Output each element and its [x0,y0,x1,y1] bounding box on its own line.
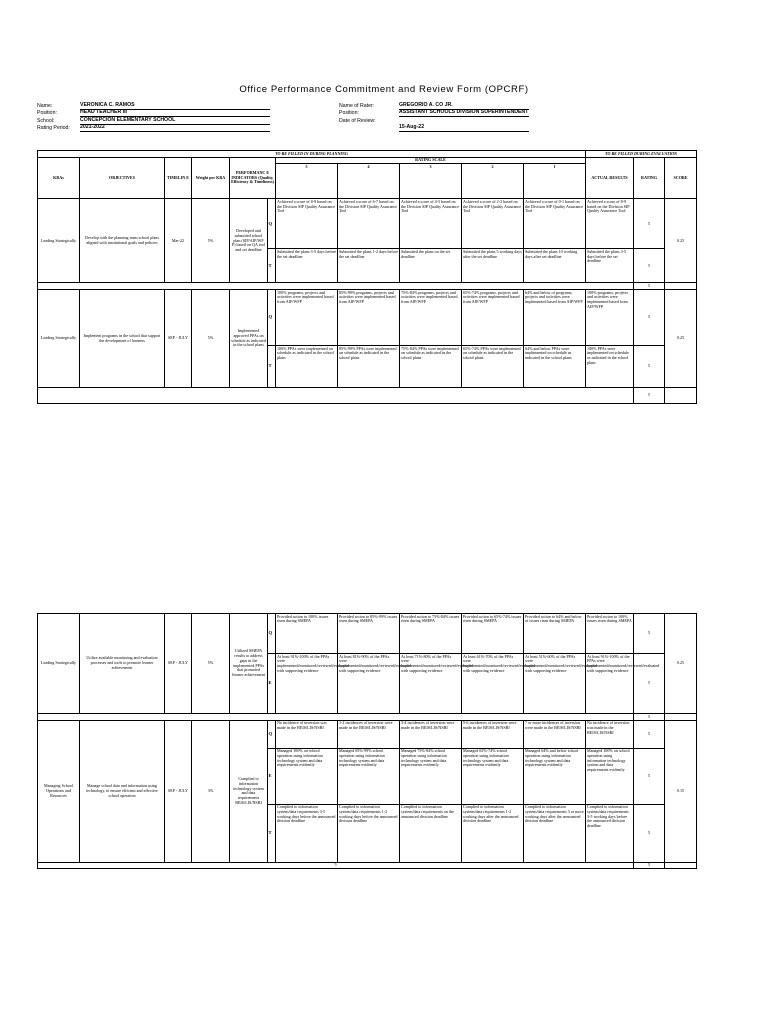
weight-cell: 5% [192,290,230,388]
scale-cell: No incidence of inversion was made in the BEIS/LIS/NSBI [276,720,338,748]
actual-result-cell: At least 91%-100% of the PPAs were implemented/monitored/reviewed/evaluated with supporting evidence [586,654,634,714]
scale-cell: Managed 75%-84% school operation using information technology system and data requirements evidently [400,748,462,804]
footer-average: 5 [38,862,634,869]
scale-cell: Submitted the plans 10 working days after set deadline [524,249,586,283]
scale-cell: Managed 100% on school operation using information technology system and data requirements evidently [276,748,338,804]
scale-cell: At least 61%-70% of the PPAs were implemented/monitored/reviewed/evaluated with supporting evidence [462,654,524,714]
scale-cell: At least 81%-90% of the PPAs were implemented/monitored/reviewed/evaluated with supporting evidence [338,654,400,714]
objective-cell: Manage school data and information using technology, to ensure efficient and effective school operation [80,720,165,862]
scale-cell: 65%-74% PPAs were implemented on schedule as indicated in the school plans [462,346,524,388]
scale-cell: Provided action to 65%-74% issues risen during SMEPA [462,614,524,654]
timeliness-marker: T [268,346,276,388]
timeliness-marker: T [268,804,276,862]
kra-cell: Leading Strategically [38,199,80,283]
name-label: Name: [37,102,53,109]
kra-cell: Managing School Operations and Resources [38,720,80,862]
actual-result-cell: Complied to information system/data requirements 3-5 working days before the announced division deadline [586,804,634,862]
score-cell: 0.25 [665,199,697,283]
scale-cell: Submitted the plans 5 working days after the set deadline [462,249,524,283]
col-score: SCORE [665,157,697,199]
col-indicators: PERFORMANC E INDICATORS (Quality, Efficiency & Timeliness) [230,157,276,199]
scale-3: 3 [400,164,462,199]
timeliness-marker: T [268,249,276,283]
score-cell: 0.15 [665,720,697,862]
scale-cell: 85%-99% programs, projects and activities were implemented based from AIP/WFP [338,290,400,346]
indicator-cell: Complied to information technology system and data requirements BEIS/LIS/NSBI [230,720,268,862]
position-label: Position: [37,110,57,117]
average-rating-cell: 5 [634,862,665,869]
employee-info [37,102,270,132]
scale-cell: 7 or more incidences of inversion were made in the BEIS/LIS/NSBI [524,720,586,748]
objective-cell: Implement programs in the school that support the development of learners [80,290,165,388]
rating-cell: 5 [634,748,665,804]
quality-marker: Q [268,290,276,346]
actual-result-cell: Achieved a score of 8-9 based on the Division SIP Quality Assurance Tool [586,199,634,249]
kra-cell: Leading Strategically [38,614,80,714]
scale-cell: 85%-99% PPAs were implemented on schedule as indicated in the school plans [338,346,400,388]
scale-cell: 5-6 incidences of inversion were made in the BEIS/LIS/NSBI [462,720,524,748]
scale-cell: 75%-84% PPAs were implemented on schedule as indicated in the school plans [400,346,462,388]
rating-cell: 5 [634,290,665,346]
quality-marker: Q [268,614,276,654]
rater-position: ASSISTANT SCHOOLS DIVISION SUPERINTENDENT [399,109,529,116]
evaluation-header: TO BE FILLED DURING EVALUATION [586,151,697,158]
empty-cell [665,862,697,869]
actual-result-cell: 100% programs, projects and activities were implemented based from AIP/WFP [586,290,634,346]
actual-result-cell: Provided action to 100% issues risen during SMEPA [586,614,634,654]
scale-cell: Complied to information system/data requirements 3-5 working days before the announced division deadline [276,804,338,862]
scale-5: 5 [276,164,338,199]
quality-marker: Q [268,720,276,748]
scale-1: 1 [524,164,586,199]
scale-cell: Achieved a score of 0-1 based on the Division SIP Quality Assurance Tool [524,199,586,249]
scale-cell: Provided action to 75%-84% issues risen during SMEPA [400,614,462,654]
efficiency-marker: E [268,654,276,714]
opcrf-table-top [37,150,697,404]
rating-cell: 5 [634,346,665,388]
actual-result-cell: Managed 100% on school operation using information technology system and data requirements evidently [586,748,634,804]
rating-cell: 5 [634,199,665,249]
actual-result-cell: No incidence of inversion was made in the BEIS/LIS/NSBI [586,720,634,748]
kra-cell: Leading Strategically [38,290,80,388]
empty-cell [665,283,697,290]
quality-marker: Q [268,199,276,249]
scale-cell: Complied to information system/data requirements 3 or more working days after the announced division deadline [524,804,586,862]
scale-cell: Achieved a score of 6-7 based on the Division SIP Quality Assurance Tool [338,199,400,249]
scale-cell: Submitted the plans 3-5 days before the set deadline [276,249,338,283]
rater-position-label: Position: [339,110,359,117]
review-date-label: Date of Review: [339,117,376,124]
average-rating-cell: 5 [634,283,665,290]
scale-cell: At least 51%-60% of the PPAs were implemented/monitored/reviewed/evaluated with supporting evidence [524,654,586,714]
planning-header: TO BE FILLED IN DURING PLANNING [38,151,586,158]
scale-cell: 100% PPAs were implemented on schedule as indicated in the school plans [276,346,338,388]
scale-cell: Provided action to 100% issues risen during SMEPA [276,614,338,654]
scale-cell: 3-4 incidences of inversion were made in the BEIS/LIS/NSBI [400,720,462,748]
weight-cell: 3% [192,720,230,862]
actual-result-cell: Submitted the plans 3-5 days before the set deadline [586,249,634,283]
objective-cell: Develop with the planning team school plans aligned with institutional goals and policies [80,199,165,283]
scale-cell: Managed 64% and below school operation using information technology system and data requirements evidently [524,748,586,804]
scale-cell: 64% and below PPAs were implemented on schedule as indicated in the school plans [524,346,586,388]
scale-cell: Achieved a score of 4-5 based on the Division SIP Quality Assurance Tool [400,199,462,249]
scale-cell: 64% and below of programs, projects and activities were implemented based from AIP/WFP [524,290,586,346]
col-timeline: TIMELIN E [165,157,192,199]
timeline-cell: SEP - JULY [165,614,192,714]
col-actual: ACTUAL RESULTS [586,157,634,199]
indicator-cell: Utilized SMEPA results to address gaps in the implemented PPAs that promoted learner achievement [230,614,268,714]
rater-name: GREGORIO A. CO JR. [399,102,529,110]
col-weight: Weight per KRA [192,157,230,199]
rater-label: Name of Rater: [339,102,375,109]
page-title: Office Performance Commitment and Review Form (OPCRF) [239,84,529,95]
objective-cell: Utilize available monitoring and evaluation processes and tools to promote learner achievement [80,614,165,714]
indicator-cell: Implemented approved PPAs on schedule as indicated in the school plans [230,290,268,388]
scale-cell: At least 91%-100% of the PPAs were implemented/monitored/reviewed/evaluated with supporting evidence [276,654,338,714]
empty-cell [665,388,697,404]
scale-cell: 100% programs, projects and activities were implemented based from AIP/WFP [276,290,338,346]
rating-cell: 5 [634,654,665,714]
spacer-row [38,714,634,721]
scale-2: 2 [462,164,524,199]
weight-cell: 5% [192,199,230,283]
rating-cell: 5 [634,720,665,748]
scale-cell: Achieved a score of 8-9 based on the Division SIP Quality Assurance Tool [276,199,338,249]
rating-cell: 5 [634,804,665,862]
score-cell: 0.25 [665,614,697,714]
scale-cell: Achieved a score of 2-3 based on the Division SIP Quality Assurance Tool [462,199,524,249]
school-label: School: [37,117,55,124]
rating-period: 2021-2022 [80,124,270,132]
rating-period-label: Rating Period: [37,125,70,132]
scale-cell: Managed 85%-99% school operation using information technology system and data requirements evidently [338,748,400,804]
scale-cell: Provided action to 85%-99% issues risen during SMEPA [338,614,400,654]
scale-cell: 1-2 incidences of inversion were made in the BEIS/LIS/NSBI [338,720,400,748]
weight-cell: 5% [192,614,230,714]
rating-cell: 5 [634,249,665,283]
timeline-cell: SEP - JULY [165,290,192,388]
timeline-cell: SEP - JULY [165,720,192,862]
empty-cell [665,714,697,721]
scale-cell: Complied to information system/data requirements on the announced division deadline [400,804,462,862]
rating-cell: 5 [634,614,665,654]
average-rating-cell: 5 [634,714,665,721]
employee-school: CONCEPCION ELEMENTARY SCHOOL [80,117,270,125]
scale-cell: Complied to information system/data requirements 1-2 working days before the announced division deadline [338,804,400,862]
rater-info [339,102,529,132]
average-rating-cell: 5 [634,388,665,404]
spacer-row [38,283,634,290]
spacer-row [38,388,634,404]
rating-scale-header: RATING SCALE [276,157,586,164]
scale-cell: At least 71%-80% of the PPAs were implemented/monitored/reviewed/evaluated with supporting evidence [400,654,462,714]
scale-4: 4 [338,164,400,199]
scale-cell: 65%-74% programs, projects and activities were implemented based from AIP/WFP [462,290,524,346]
scale-cell: Complied to information system/data requirements 1-2 working days after the announced division deadline [462,804,524,862]
indicator-cell: Developed and submitted school plan (SIP/AIP/WF P) based on QA tool and set deadline [230,199,268,283]
col-kras: KRAs [38,157,80,199]
employee-name: VERONICA C. RAMOS [80,102,270,110]
col-objectives: OBJECTIVES [80,157,165,199]
col-rating: RATING [634,157,665,199]
opcrf-table-bottom [37,613,697,869]
scale-cell: 75%-84% programs, projects and activities were implemented based from AIP/WFP [400,290,462,346]
scale-cell: Provided action to 64% and below of issues risen during SMEPA [524,614,586,654]
timeline-cell: Mar-22 [165,199,192,283]
employee-position: HEAD TEACHER III [80,109,270,117]
actual-result-cell: 100% PPAs were implemented on schedule as indicated in the school plans [586,346,634,388]
scale-cell: Submitted the plans on the set deadline [400,249,462,283]
score-cell: 0.25 [665,290,697,388]
efficiency-marker: E [268,748,276,804]
review-date: 15-Aug-22 [399,124,529,132]
scale-cell: Submitted the plans 1-2 days before the set deadline [338,249,400,283]
scale-cell: Managed 65%-74% school operation using information technology system and data requirements evidently [462,748,524,804]
